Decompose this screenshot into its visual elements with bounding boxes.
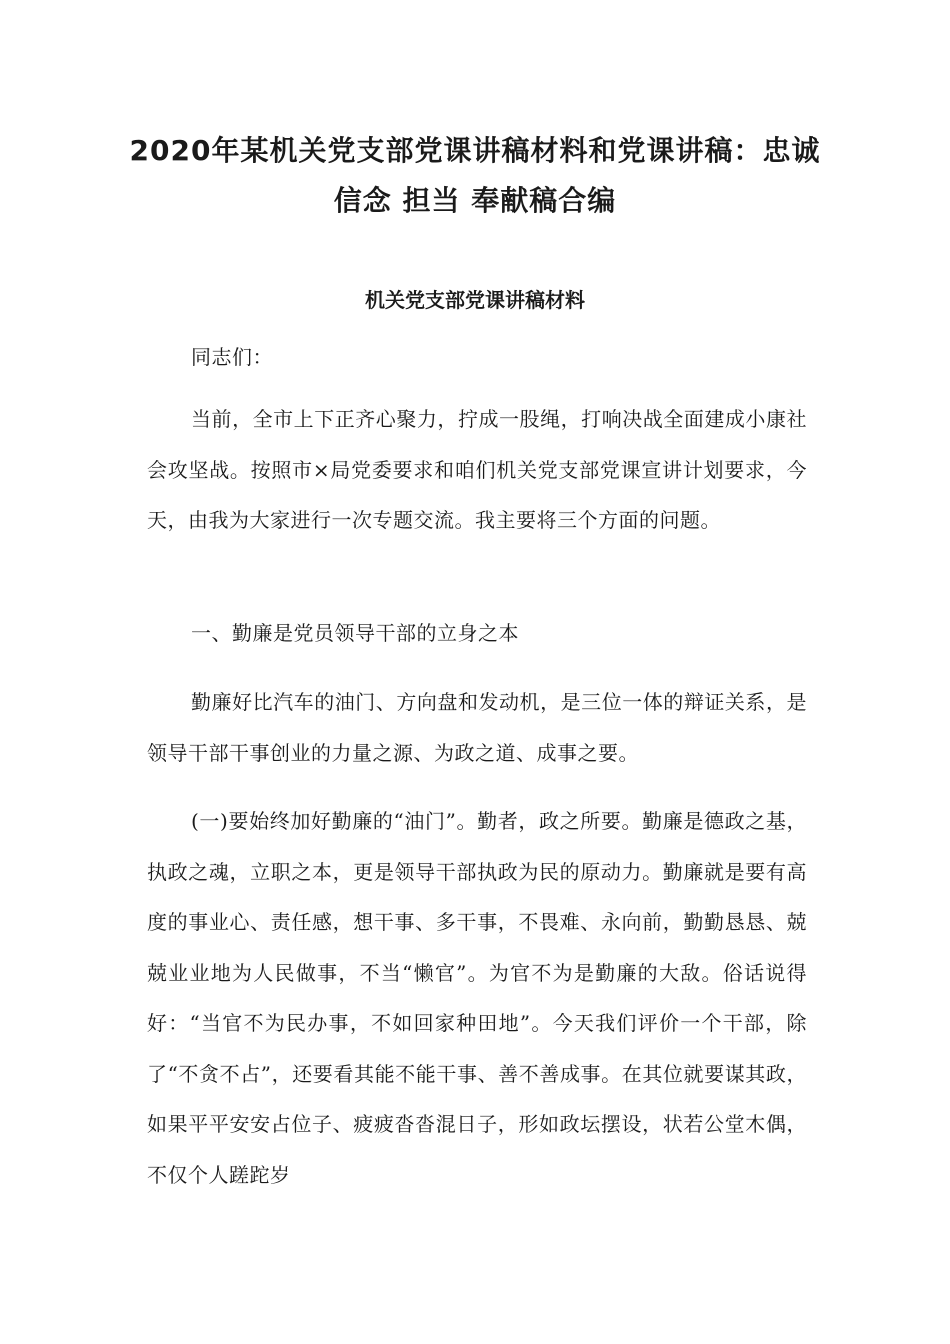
greeting: 同志们： [191, 345, 273, 369]
paragraph-body: 勤廉好比汽车的油门、方向盘和发动机，是三位一体的辩证关系，是领导干部干事创业的力量之源、为政之道、成事之要。 [147, 690, 807, 765]
document-title: 2020年某机关党支部党课讲稿材料和党课讲稿：忠诚 信念 担当 奉献稿合编 [129, 134, 821, 217]
heading-one: 一、勤廉是党员领导干部的立身之本 [191, 621, 519, 645]
paragraph-intro: 当前，全市上下正齐心聚力，拧成一股绳，打响决战全面建成小康社会攻坚战。按照市×局党委要求和咱们机关党支部党课宣讲计划要求，今天，由我为大家进行一次专题交流。我主要将三个方面的问题。 [147, 407, 807, 532]
paragraph-body: (一)要始终加好勤廉的“油门”。勤者，政之所要。勤廉是德政之基，执政之魂，立职之本，更是领导干部执政为民的原动力。勤廉就是要有高度的事业心、责任感，想干事、多干事，不畏难、永向前，勤勤恳恳、兢兢业业地为人民做事，不当“懒官”。为官不为是勤廉的大敌。俗话说得好：“当官不为民办事，不如回家种田地”。今天我们评价一个干部，除了“不贪不占”，还要看其能不能干事、善不善成事。在其位就要谋其政，如果平平安安占位子、疲疲沓沓混日子，形如政坛摆设，状若公堂木偶，不仅个人蹉跎岁 [147, 809, 807, 1187]
section-title: 机关党支部党课讲稿材料 [365, 288, 585, 312]
